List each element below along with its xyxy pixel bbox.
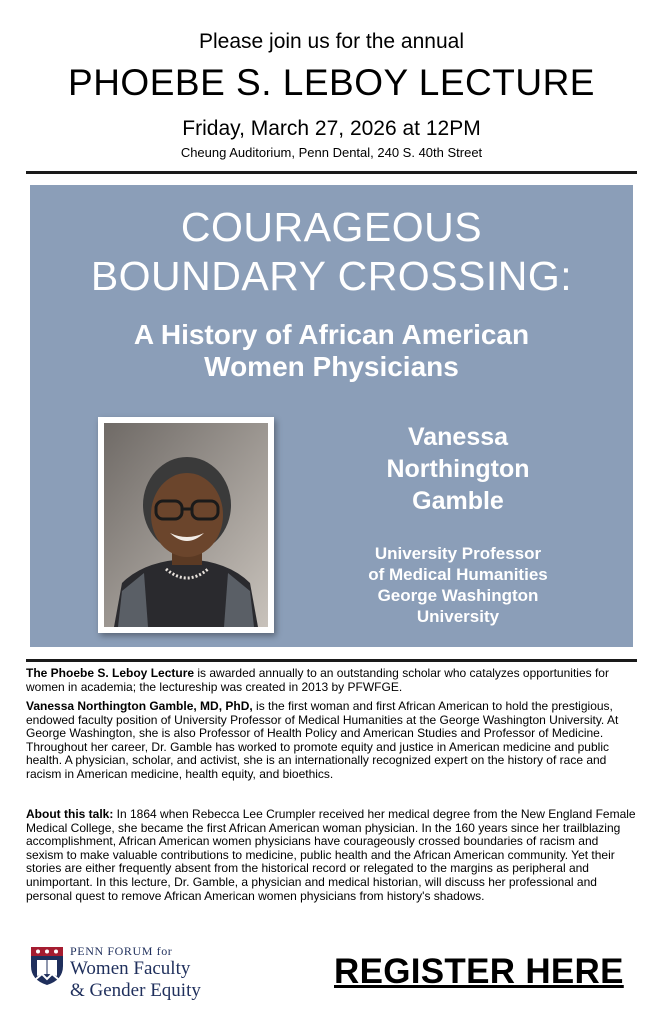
event-datetime: Friday, March 27, 2026 at 12PM xyxy=(182,117,481,140)
speaker-bio xyxy=(26,700,637,782)
divider-bottom xyxy=(26,659,637,662)
speaker-title xyxy=(340,543,576,627)
speaker-name-line: Vanessa xyxy=(407,423,509,451)
talk-abstract-lead: About this talk: xyxy=(26,807,114,821)
speaker-name-line: Gamble xyxy=(412,487,504,515)
talk-abstract xyxy=(26,808,637,903)
org-name-line: Women Faculty xyxy=(70,958,191,979)
speaker-bio-lead: Vanessa Northington Gamble, MD, PhD, xyxy=(26,699,253,713)
speaker-title-line: University xyxy=(416,607,500,626)
subtitle-line: A History of African American xyxy=(133,319,530,350)
headline-line: BOUNDARY CROSSING: xyxy=(90,253,573,299)
speaker-title-line: George Washington xyxy=(377,586,539,605)
title-banner xyxy=(30,185,633,647)
lecture-description xyxy=(26,667,637,694)
event-venue: Cheung Auditorium, Penn Dental, 240 S. 40th Street xyxy=(180,145,483,160)
org-name-line: & Gender Equity xyxy=(70,980,201,1001)
subtitle-line: Women Physicians xyxy=(204,351,459,382)
lecture-title: PHOEBE S. LEBOY LECTURE xyxy=(68,62,595,103)
org-name-line: PENN FORUM for xyxy=(70,944,173,958)
speaker-name-line: Northington xyxy=(386,455,530,483)
talk-subtitle xyxy=(30,319,633,383)
headline-line: COURAGEOUS xyxy=(180,204,483,250)
register-link[interactable]: REGISTER HERE xyxy=(334,952,624,991)
speaker-bio-text: is the first woman and first African American to hold the prestigious, endowed faculty position of University Professor of Medical Humanities at the George Washington University. At George Washington, she is also Professor of Health Policy and American Studies and Professor of Medicine. Throughout her career, Dr. Gamble has worked to promote equity and justice in American medicine and public health. A physician, scholar, and activist, she is an internationally recognized expert on the history of race and racism in American medicine, health equity, and bioethics. xyxy=(26,699,619,781)
speaker-title-line: University Professor xyxy=(374,544,542,563)
lecture-description-lead: The Phoebe S. Leboy Lecture xyxy=(26,666,195,680)
lecture-description-text: is awarded annually to an outstanding scholar who catalyzes opportunities for women in academia; the lectureship was created in 2013 by PFWFGE. xyxy=(26,666,609,694)
speaker-title-line: of Medical Humanities xyxy=(368,565,548,584)
penn-shield-icon xyxy=(30,946,64,986)
talk-abstract-text: In 1864 when Rebecca Lee Crumpler received her medical degree from the New England Female Medical College, she became the first African American woman physician. In the 160 years since her trailblazing accomplishment, African American women physicians have courageously crossed boundaries of racism and sexism to make valuable contributions to medicine, public health and the African American community. Yet their stories are either frequently absent from the historical record or relegated to the margins as peripheral and unimportant. In this lecture, Dr. Gamble, a physician and medical historian, will discuss her professional and personal quest to remove African American women physicians from history's shadows. xyxy=(26,807,636,903)
invite-line: Please join us for the annual xyxy=(198,30,464,53)
speaker-photo xyxy=(104,423,268,627)
talk-headline xyxy=(30,203,633,301)
speaker-name xyxy=(340,421,576,517)
divider-top xyxy=(26,171,637,174)
speaker-photo-frame xyxy=(98,417,274,633)
